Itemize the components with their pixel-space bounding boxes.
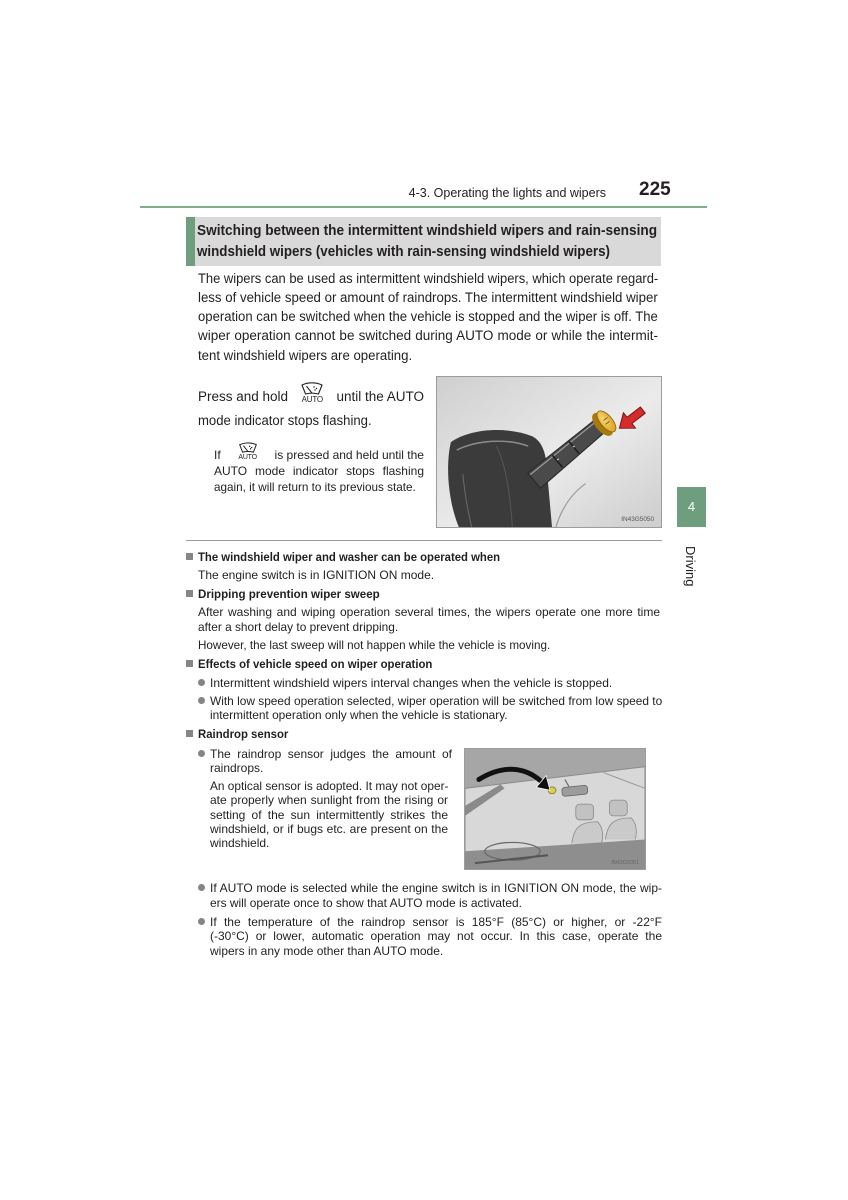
wiper-auto-switch-icon-label: AUTO [238,454,257,461]
intro-line: operation can be switched when the vehicle is stopped and the wiper is off. The [198,309,658,324]
note-bullet-text: setting of the sun intermittently strikes the [210,808,448,822]
instruction-text-after-icon: until the AUTO [336,389,424,404]
note-bullet-text: Intermittent windshield wipers interval changes when the vehicle is stopped. [210,676,613,690]
note-bullet-text: If the temperature of the raindrop sensor is 185°F (85°C) or higher, or -22°F [210,915,662,929]
header-rule [140,206,707,208]
figure-code: IN43G5050 [621,516,655,524]
note-bullet-text: ate properly when sunlight from the rising or [210,793,448,807]
note-bullet-text: The raindrop sensor judges the amount of [210,747,452,761]
note-bullet-text: An optical sensor is adopted. It may not oper- [210,779,449,793]
note-bullet-text: windshield. [210,836,270,850]
square-bullet [186,553,193,560]
note-bullet-text: wipers in any mode other than AUTO mode. [210,944,444,958]
note-text: After washing and wiping operation several times, the wipers operate one more time [198,605,660,619]
running-header: 4-3. Operating the lights and wipers [408,186,606,200]
page-number: 225 [639,179,671,200]
circle-bullet [198,918,205,925]
note-bullet-text: With low speed operation selected, wiper operation will be switched from low speed to [210,694,663,708]
intro-line: tent windshield wipers are operating. [198,348,413,363]
circle-bullet [198,679,205,686]
chapter-title: Driving [683,546,698,587]
instruction-line-continuation: mode indicator stops flashing. [198,413,372,428]
intro-line: less of vehicle speed or amount of raindrops. The intermittent windshield wiper [198,290,658,305]
note-text: after a short delay to prevent dripping. [198,620,399,634]
note-bullet-text: ers will operate once to show that AUTO mode is activated. [210,896,522,910]
wiper-auto-switch-icon [300,382,324,404]
note-text: The engine switch is in IGNITION ON mode. [198,568,435,582]
wiper-auto-switch-icon [238,442,258,461]
note-title: Effects of vehicle speed on wiper operation [198,657,433,671]
section-heading-accent-bar [186,217,195,266]
notes-divider [186,540,662,541]
chapter-tab: 4 [677,487,706,527]
note-title: Dripping prevention wiper sweep [198,587,380,601]
note-bullet-text: intermittent operation only when the vehicle is stationary. [210,708,508,722]
square-bullet [186,590,193,597]
section-heading-line-1: Switching between the intermittent windshield wipers and rain-sensing [197,223,658,239]
circle-bullet [198,750,205,757]
note-text-before-icon: If [214,448,221,462]
note-title: Raindrop sensor [198,727,289,741]
circle-bullet [198,697,205,704]
raindrop-sensor-illustration [464,748,646,870]
note-text: However, the last sweep will not happen while the vehicle is moving. [198,638,551,652]
instruction-text-before-icon: Press and hold [198,389,289,404]
note-title: The windshield wiper and washer can be operated when [198,550,501,564]
note-bullet-text: If AUTO mode is selected while the engine switch is in IGNITION ON mode, the wip- [210,881,662,895]
intro-line: wiper operation cannot be switched during AUTO mode or while the intermit- [198,328,658,343]
circle-bullet [198,884,205,891]
note-text-after-icon: is pressed and held until the [274,448,424,462]
square-bullet [186,660,193,667]
wiper-lever-illustration [436,376,662,528]
square-bullet [186,730,193,737]
note-line: AUTO mode indicator stops flashing [214,464,424,478]
note-bullet-text: raindrops. [210,761,264,775]
figure-code: IN43G5051 [611,860,640,867]
note-line: again, it will return to its previous state. [214,480,416,494]
wiper-auto-switch-icon-label: AUTO [301,395,323,404]
section-heading-line-2: windshield wipers (vehicles with rain-sensing windshield wipers) [197,244,611,260]
note-bullet-text: windshield, or if bugs etc. are present on the [210,822,448,836]
intro-line: The wipers can be used as intermittent windshield wipers, which operate regard- [198,271,659,286]
note-bullet-text: (-30°C) or lower, automatic operation may not occur. In this case, operate the [210,929,662,943]
instruction-line [198,380,424,406]
note-line [214,441,424,463]
